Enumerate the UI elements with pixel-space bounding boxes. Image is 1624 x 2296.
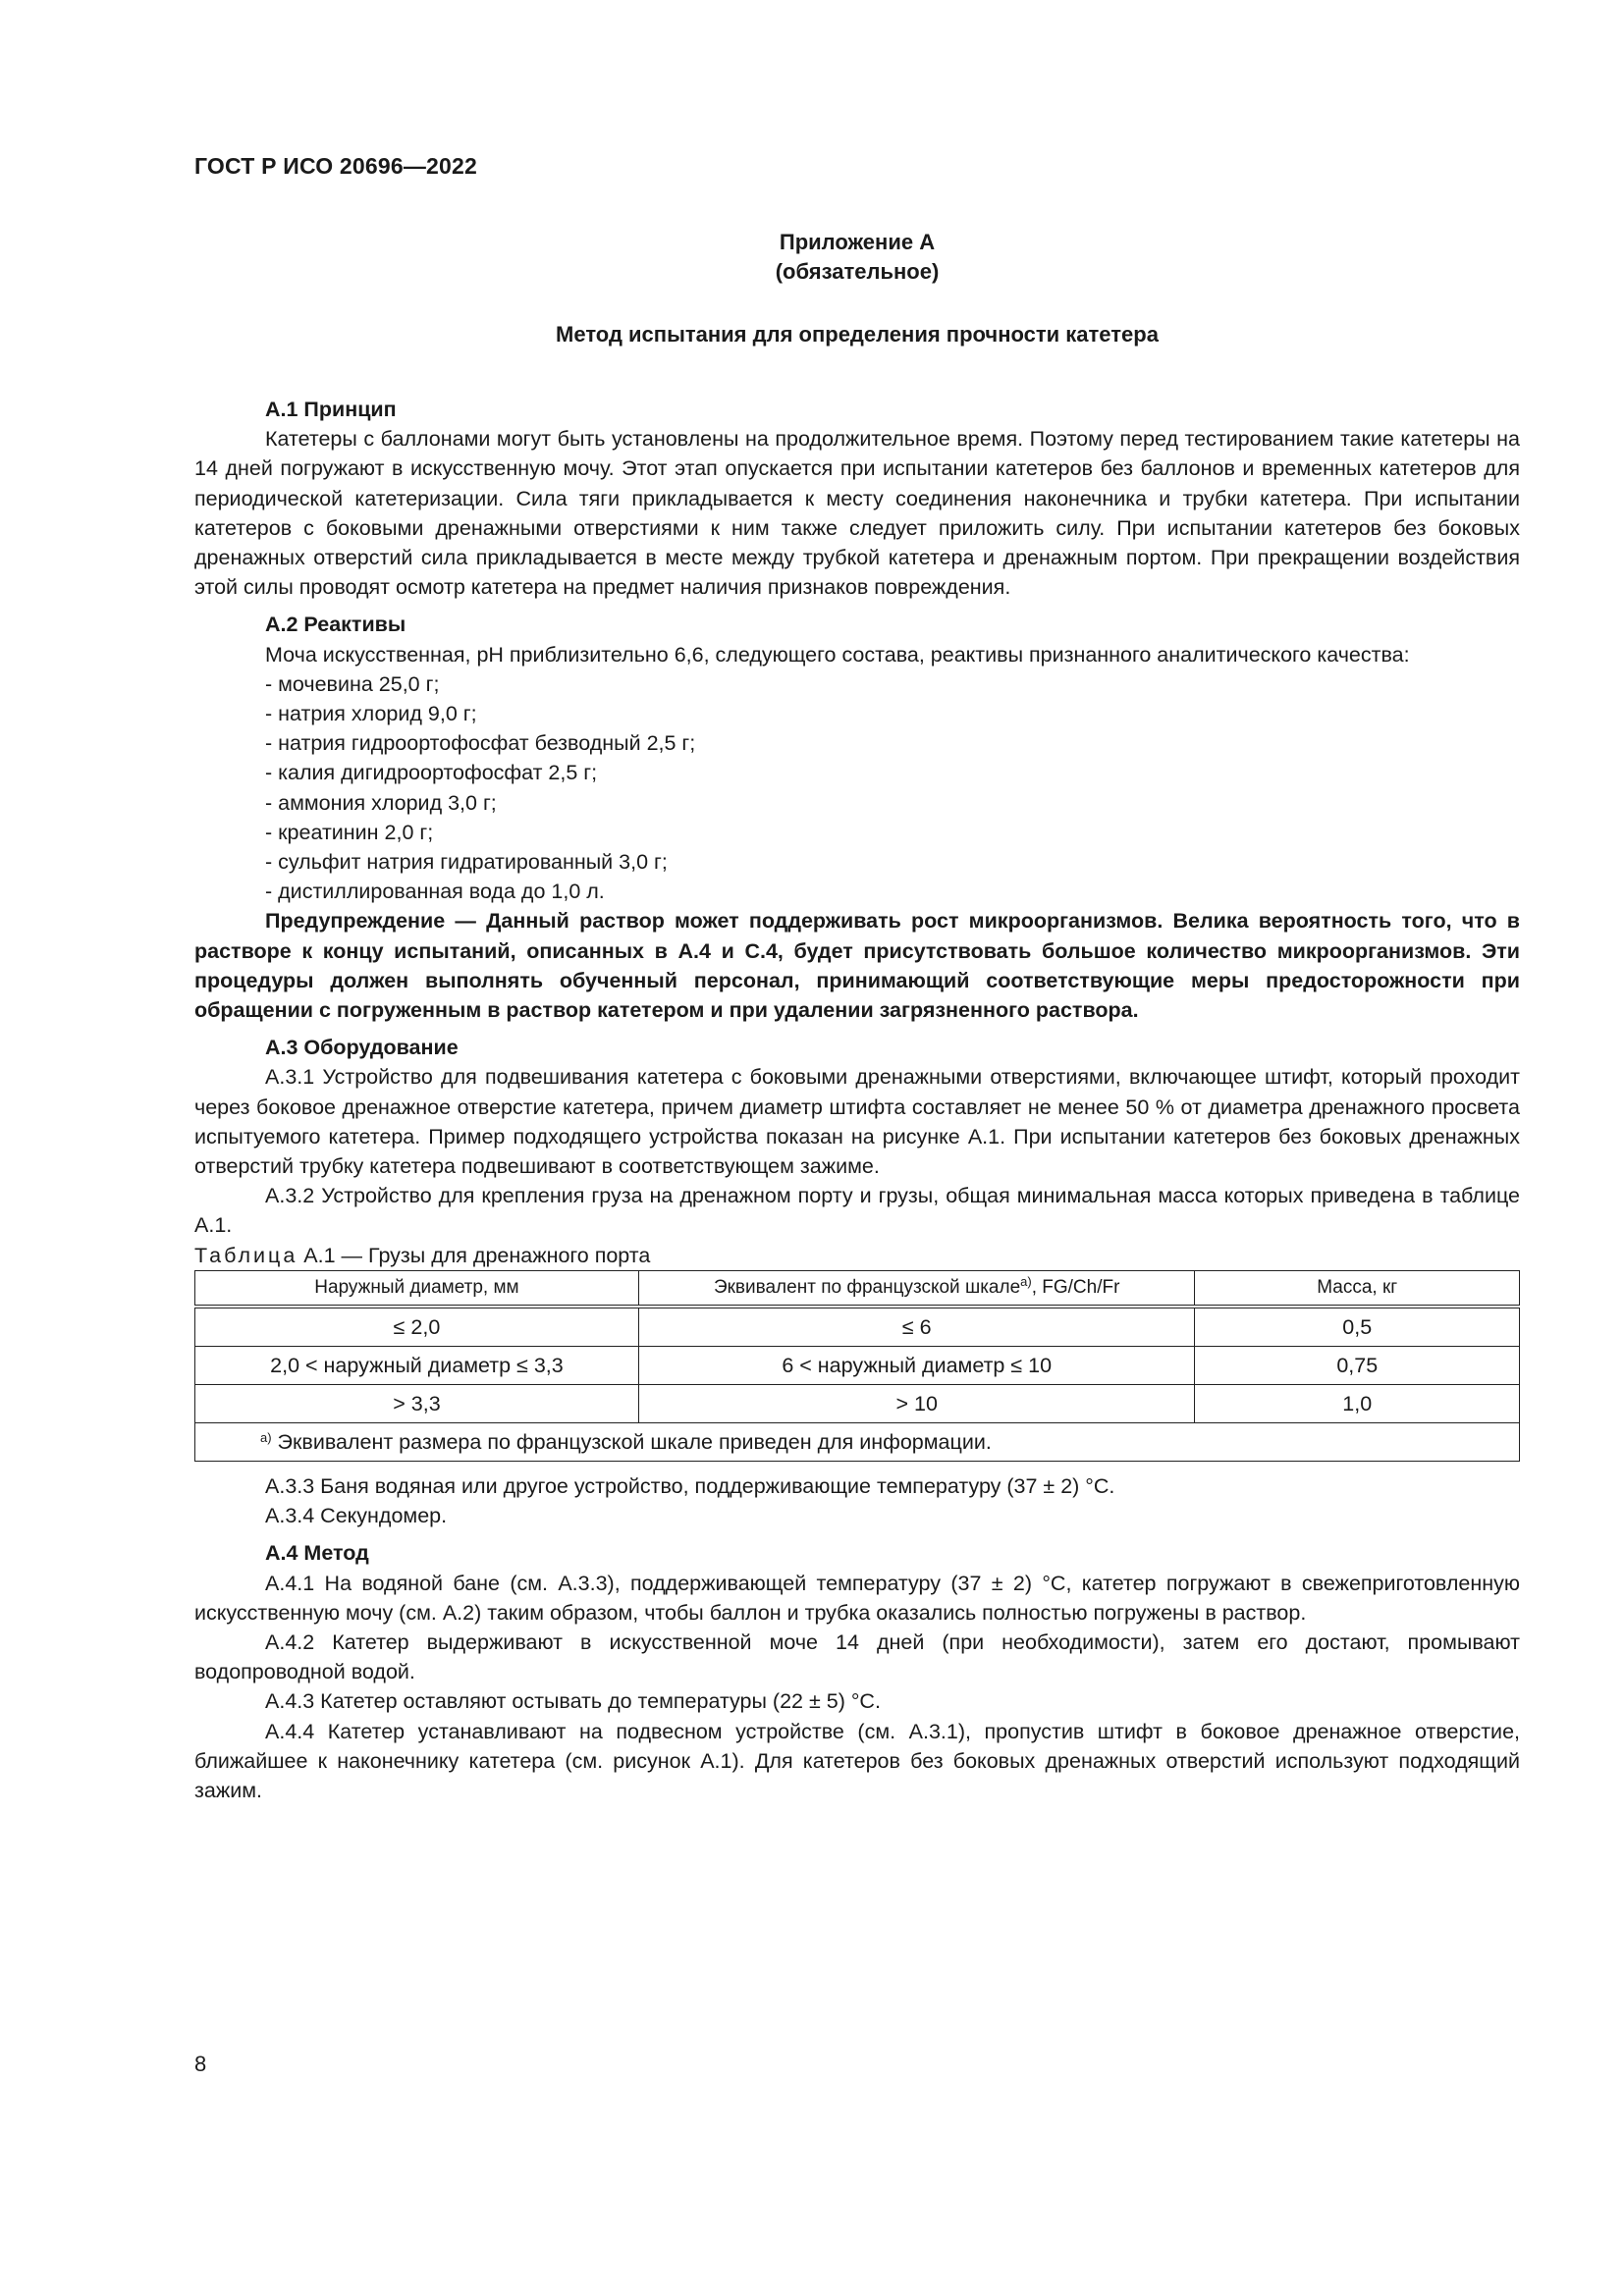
annex-status: (обязательное) — [775, 259, 940, 284]
list-item: - натрия хлорид 9,0 г; — [265, 702, 477, 726]
table-caption-word: Таблица — [194, 1243, 298, 1267]
table-cell: 0,75 — [1195, 1346, 1520, 1384]
list-item: - сульфит натрия гидратированный 3,0 г; — [265, 850, 668, 875]
table-header-cell — [638, 1270, 1195, 1307]
table-cell: ≤ 2,0 — [195, 1307, 639, 1347]
document-id: ГОСТ Р ИСО 20696—2022 — [194, 153, 478, 179]
paragraph-a3-3: А.3.3 Баня водяная или другое устройство, поддерживающие температуру (37 ± 2) °С. — [265, 1473, 1115, 1498]
document-body — [194, 395, 1520, 1805]
section-heading-a1: А.1 Принцип — [265, 398, 397, 421]
paragraph-a3-4: А.3.4 Секундомер. — [265, 1504, 448, 1528]
weights-table — [194, 1270, 1520, 1462]
paragraph-a4-4: А.4.4 Катетер устанавливают на подвесном устройстве (см. А.3.1), пропустив штифт в боковое дренажное отверстие, ближайшее к наконечнику катетера (см. рисунок А.1). Для катетеров без боковых дренажных отверстий используют подходящий зажим. — [194, 1719, 1520, 1802]
footnote-text: Эквивалент размера по французской шкале приведен для информации. — [271, 1429, 992, 1454]
paragraph-a2-intro: Моча искусственная, pH приблизительно 6,6, следующего состава, реактивы признанного аналитического качества: — [265, 642, 1410, 667]
table-footnote — [195, 1422, 1520, 1461]
paragraph-a4-1: А.4.1 На водяной бане (см. А.3.3), поддерживающей температуру (37 ± 2) °С, катетер погружают в свежеприготовленную искусственную мочу (см. А.2) таким образом, чтобы баллон и трубка оказались полностью погружены в раствор. — [194, 1571, 1520, 1625]
table-row — [195, 1307, 1520, 1347]
list-item: - калия дигидроортофосфат 2,5 г; — [265, 761, 598, 785]
table-header-cell: Наружный диаметр, мм — [195, 1270, 639, 1307]
list-item: - натрия гидроортофосфат безводный 2,5 г; — [265, 731, 696, 756]
footnote-marker: а) — [1020, 1273, 1032, 1289]
header-text: , FG/Ch/Fr — [1031, 1276, 1120, 1298]
header-text: Эквивалент по французской шкале — [713, 1276, 1021, 1298]
list-item: - дистиллированная вода до 1,0 л. — [265, 880, 605, 904]
table-caption-text: А.1 — Грузы для дренажного порта — [303, 1243, 651, 1267]
table-row — [195, 1384, 1520, 1422]
paragraph-a3-2: А.3.2 Устройство для крепления груза на дренажном порту и грузы, общая минимальная масса которых приведена в таблице А.1. — [194, 1184, 1520, 1238]
paragraph-a4-2: А.4.2 Катетер выдерживают в искусственной моче 14 дней (при необходимости), затем его достают, промывают водопроводной водой. — [194, 1629, 1520, 1684]
list-item: - креатинин 2,0 г; — [265, 820, 434, 844]
table-header-cell: Масса, кг — [1195, 1270, 1520, 1307]
section-heading-a4: А.4 Метод — [265, 1541, 369, 1566]
footnote-marker: а) — [260, 1429, 272, 1445]
annex-title: Метод испытания для определения прочности катетера — [556, 322, 1159, 347]
paragraph-a4-3: А.4.3 Катетер оставляют остывать до температуры (22 ± 5) °С. — [265, 1689, 881, 1714]
table-cell: ≤ 6 — [638, 1307, 1195, 1347]
table-header-row — [195, 1270, 1520, 1307]
table-cell: 1,0 — [1195, 1384, 1520, 1422]
table-cell: > 3,3 — [195, 1384, 639, 1422]
list-item: - мочевина 25,0 г; — [265, 671, 440, 696]
page-number: 8 — [194, 2052, 207, 2076]
warning-paragraph: Предупреждение — Данный раствор может поддерживать рост микроорганизмов. Велика вероятность того, что в растворе к концу испытаний, описанных в А.4 и С.4, будет присутствовать большое количество микроорганизмов. Эти процедуры должен выполнять обученный персонал, принимающий соответствующие меры предосторожности при обращении с погруженным в раствор катетером и при удалении загрязненного раствора. — [194, 909, 1520, 1023]
paragraph-a1: Катетеры с баллонами могут быть установлены на продолжительное время. Поэтому перед тестированием такие катетеры на 14 дней погружают в искусственную мочу. Этот этап опускается при испытании катетеров без баллонов и временных катетеров для периодической катетеризации. Сила тяги прикладывается к месту соединения наконечника и трубки катетера. При испытании катетеров с боковыми дренажными отверстиями к ним также следует приложить силу. При испытании катетеров без боковых дренажных отверстий сила прикладывается в месте между трубкой катетера и дренажным портом. При прекращении воздействия этой силы проводят осмотр катетера на предмет наличия признаков повреждения. — [194, 427, 1520, 600]
table-cell: 2,0 < наружный диаметр ≤ 3,3 — [195, 1346, 639, 1384]
table-cell: 0,5 — [1195, 1307, 1520, 1347]
annex-label: Приложение А — [779, 230, 936, 254]
paragraph-a3-1: А.3.1 Устройство для подвешивания катетера с боковыми дренажными отверстиями, включающее штифт, который проходит через боковое дренажное отверстие катетера, причем диаметр штифта составляет не менее 50 % от диаметра дренажного просвета испытуемого катетера. Пример подходящего устройства показан на рисунке А.1. При испытании катетеров без боковых дренажных отверстий трубку катетера подвешивают в соответствующем зажиме. — [194, 1065, 1520, 1179]
section-heading-a2: А.2 Реактивы — [265, 613, 406, 637]
table-caption — [194, 1241, 1520, 1270]
table-footnote-row — [195, 1422, 1520, 1461]
table-cell: > 10 — [638, 1384, 1195, 1422]
list-item: - аммония хлорид 3,0 г; — [265, 790, 497, 815]
table-row — [195, 1346, 1520, 1384]
section-heading-a3: А.3 Оборудование — [265, 1036, 459, 1060]
table-cell: 6 < наружный диаметр ≤ 10 — [638, 1346, 1195, 1384]
